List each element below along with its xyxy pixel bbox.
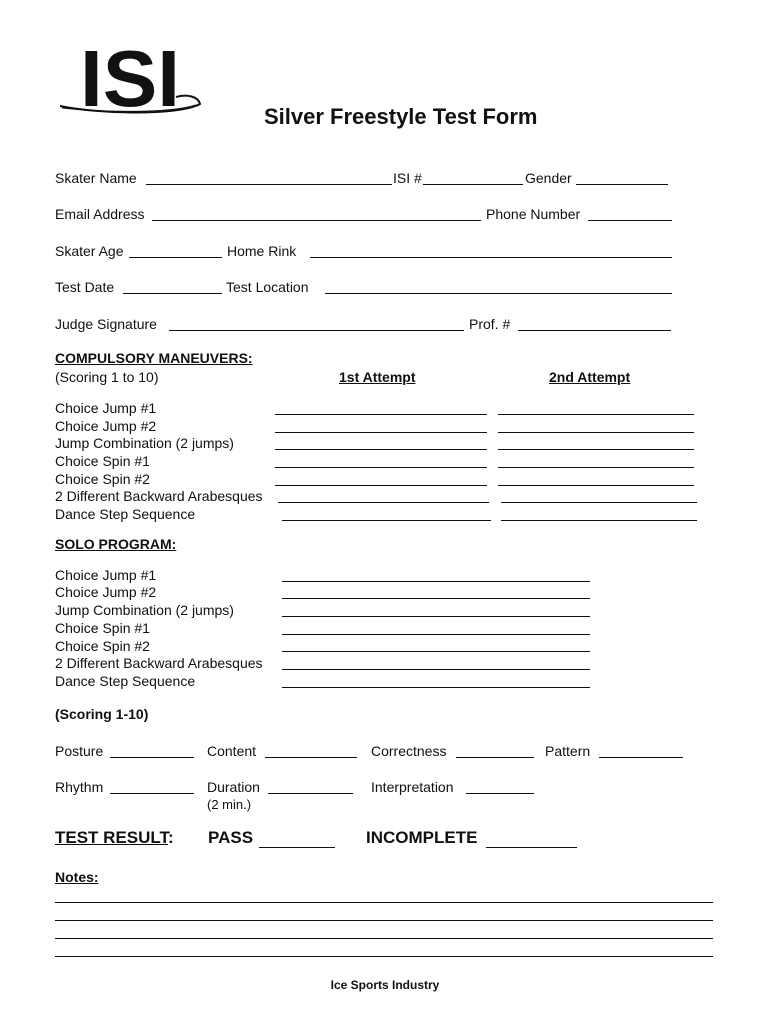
judge-signature-field[interactable]: [169, 330, 464, 331]
solo-score-field[interactable]: [282, 598, 590, 599]
isi-number-label: ISI #: [393, 170, 422, 186]
solo-heading: SOLO PROGRAM:: [55, 536, 177, 552]
skater-name-label: Skater Name: [55, 170, 137, 186]
interpretation-field[interactable]: [466, 793, 534, 794]
gender-field[interactable]: [576, 184, 668, 185]
attempt2-field[interactable]: [501, 502, 697, 503]
page-title: Silver Freestyle Test Form: [264, 104, 538, 129]
attempt2-field[interactable]: [501, 520, 697, 521]
notes-line[interactable]: [55, 956, 713, 957]
correctness-label: Correctness: [371, 743, 447, 759]
gender-label: Gender: [525, 170, 572, 186]
notes-line[interactable]: [55, 938, 713, 939]
rhythm-field[interactable]: [110, 793, 194, 794]
compulsory-item: 2 Different Backward Arabesques: [55, 488, 263, 504]
second-attempt-header: 2nd Attempt: [549, 369, 631, 385]
attempt1-field[interactable]: [275, 449, 487, 450]
skater-age-label: Skater Age: [55, 243, 124, 259]
home-rink-label: Home Rink: [227, 243, 297, 259]
attempt2-field[interactable]: [498, 485, 694, 486]
solo-item: Choice Jump #2: [55, 584, 157, 600]
content-label: Content: [207, 743, 257, 759]
compulsory-item: Choice Jump #2: [55, 418, 157, 434]
solo-item: Dance Step Sequence: [55, 673, 196, 689]
first-attempt-header: 1st Attempt: [339, 369, 416, 385]
solo-score-field[interactable]: [282, 687, 590, 688]
solo-item: Choice Spin #1: [55, 620, 150, 636]
test-date-field[interactable]: [123, 293, 222, 294]
attempt1-field[interactable]: [282, 520, 491, 521]
attempt1-field[interactable]: [275, 432, 487, 433]
skater-name-field[interactable]: [146, 184, 392, 185]
compulsory-item: Choice Jump #1: [55, 400, 157, 416]
isi-number-field[interactable]: [423, 184, 523, 185]
solo-score-field[interactable]: [282, 669, 590, 670]
prof-number-field[interactable]: [518, 330, 671, 331]
notes-line[interactable]: [55, 902, 713, 903]
interpretation-label: Interpretation: [371, 779, 454, 795]
solo-scoring: (Scoring 1-10): [55, 706, 149, 722]
duration-note: (2 min.): [207, 797, 252, 812]
notes-label: Notes:: [55, 869, 99, 885]
attempt2-field[interactable]: [498, 449, 694, 450]
notes-line[interactable]: [55, 920, 713, 921]
posture-field[interactable]: [110, 757, 194, 758]
duration-label: Duration: [207, 779, 260, 795]
attempt1-field[interactable]: [275, 467, 487, 468]
attempt1-field[interactable]: [278, 502, 489, 503]
duration-field[interactable]: [268, 793, 353, 794]
solo-item: 2 Different Backward Arabesques: [55, 655, 263, 671]
posture-label: Posture: [55, 743, 104, 759]
solo-score-field[interactable]: [282, 616, 590, 617]
judge-signature-label: Judge Signature: [55, 316, 157, 332]
compulsory-item: Choice Spin #2: [55, 471, 150, 487]
solo-score-field[interactable]: [282, 634, 590, 635]
compulsory-item: Dance Step Sequence: [55, 506, 196, 522]
rhythm-label: Rhythm: [55, 779, 104, 795]
pass-field[interactable]: [259, 847, 335, 848]
logo-text: ISI: [80, 34, 180, 116]
solo-item: Jump Combination (2 jumps): [55, 602, 234, 618]
prof-number-label: Prof. #: [469, 316, 511, 332]
pattern-label: Pattern: [545, 743, 591, 759]
test-location-label: Test Location: [226, 279, 309, 295]
email-label: Email Address: [55, 206, 145, 222]
incomplete-label: INCOMPLETE: [366, 828, 478, 847]
solo-item: Choice Jump #1: [55, 567, 157, 583]
phone-label: Phone Number: [486, 206, 581, 222]
content-field[interactable]: [265, 757, 357, 758]
solo-score-field[interactable]: [282, 581, 590, 582]
test-result-label: TEST RESULT:: [55, 828, 174, 847]
footer: Ice Sports Industry: [330, 978, 440, 992]
test-date-label: Test Date: [55, 279, 115, 295]
attempt2-field[interactable]: [498, 414, 694, 415]
compulsory-item: Jump Combination (2 jumps): [55, 435, 234, 451]
attempt1-field[interactable]: [275, 414, 487, 415]
attempt1-field[interactable]: [275, 485, 487, 486]
test-location-field[interactable]: [325, 293, 672, 294]
skater-age-field[interactable]: [129, 257, 222, 258]
phone-field[interactable]: [588, 220, 672, 221]
pattern-field[interactable]: [599, 757, 683, 758]
solo-score-field[interactable]: [282, 651, 590, 652]
attempt2-field[interactable]: [498, 432, 694, 433]
incomplete-field[interactable]: [486, 847, 577, 848]
isi-logo: [58, 34, 203, 116]
attempt2-field[interactable]: [498, 467, 694, 468]
compulsory-heading: COMPULSORY MANEUVERS:: [55, 350, 253, 366]
home-rink-field[interactable]: [310, 257, 672, 258]
correctness-field[interactable]: [456, 757, 534, 758]
email-field[interactable]: [152, 220, 481, 221]
compulsory-item: Choice Spin #1: [55, 453, 150, 469]
compulsory-scoring: (Scoring 1 to 10): [55, 369, 159, 385]
solo-item: Choice Spin #2: [55, 638, 150, 654]
pass-label: PASS: [208, 828, 254, 847]
